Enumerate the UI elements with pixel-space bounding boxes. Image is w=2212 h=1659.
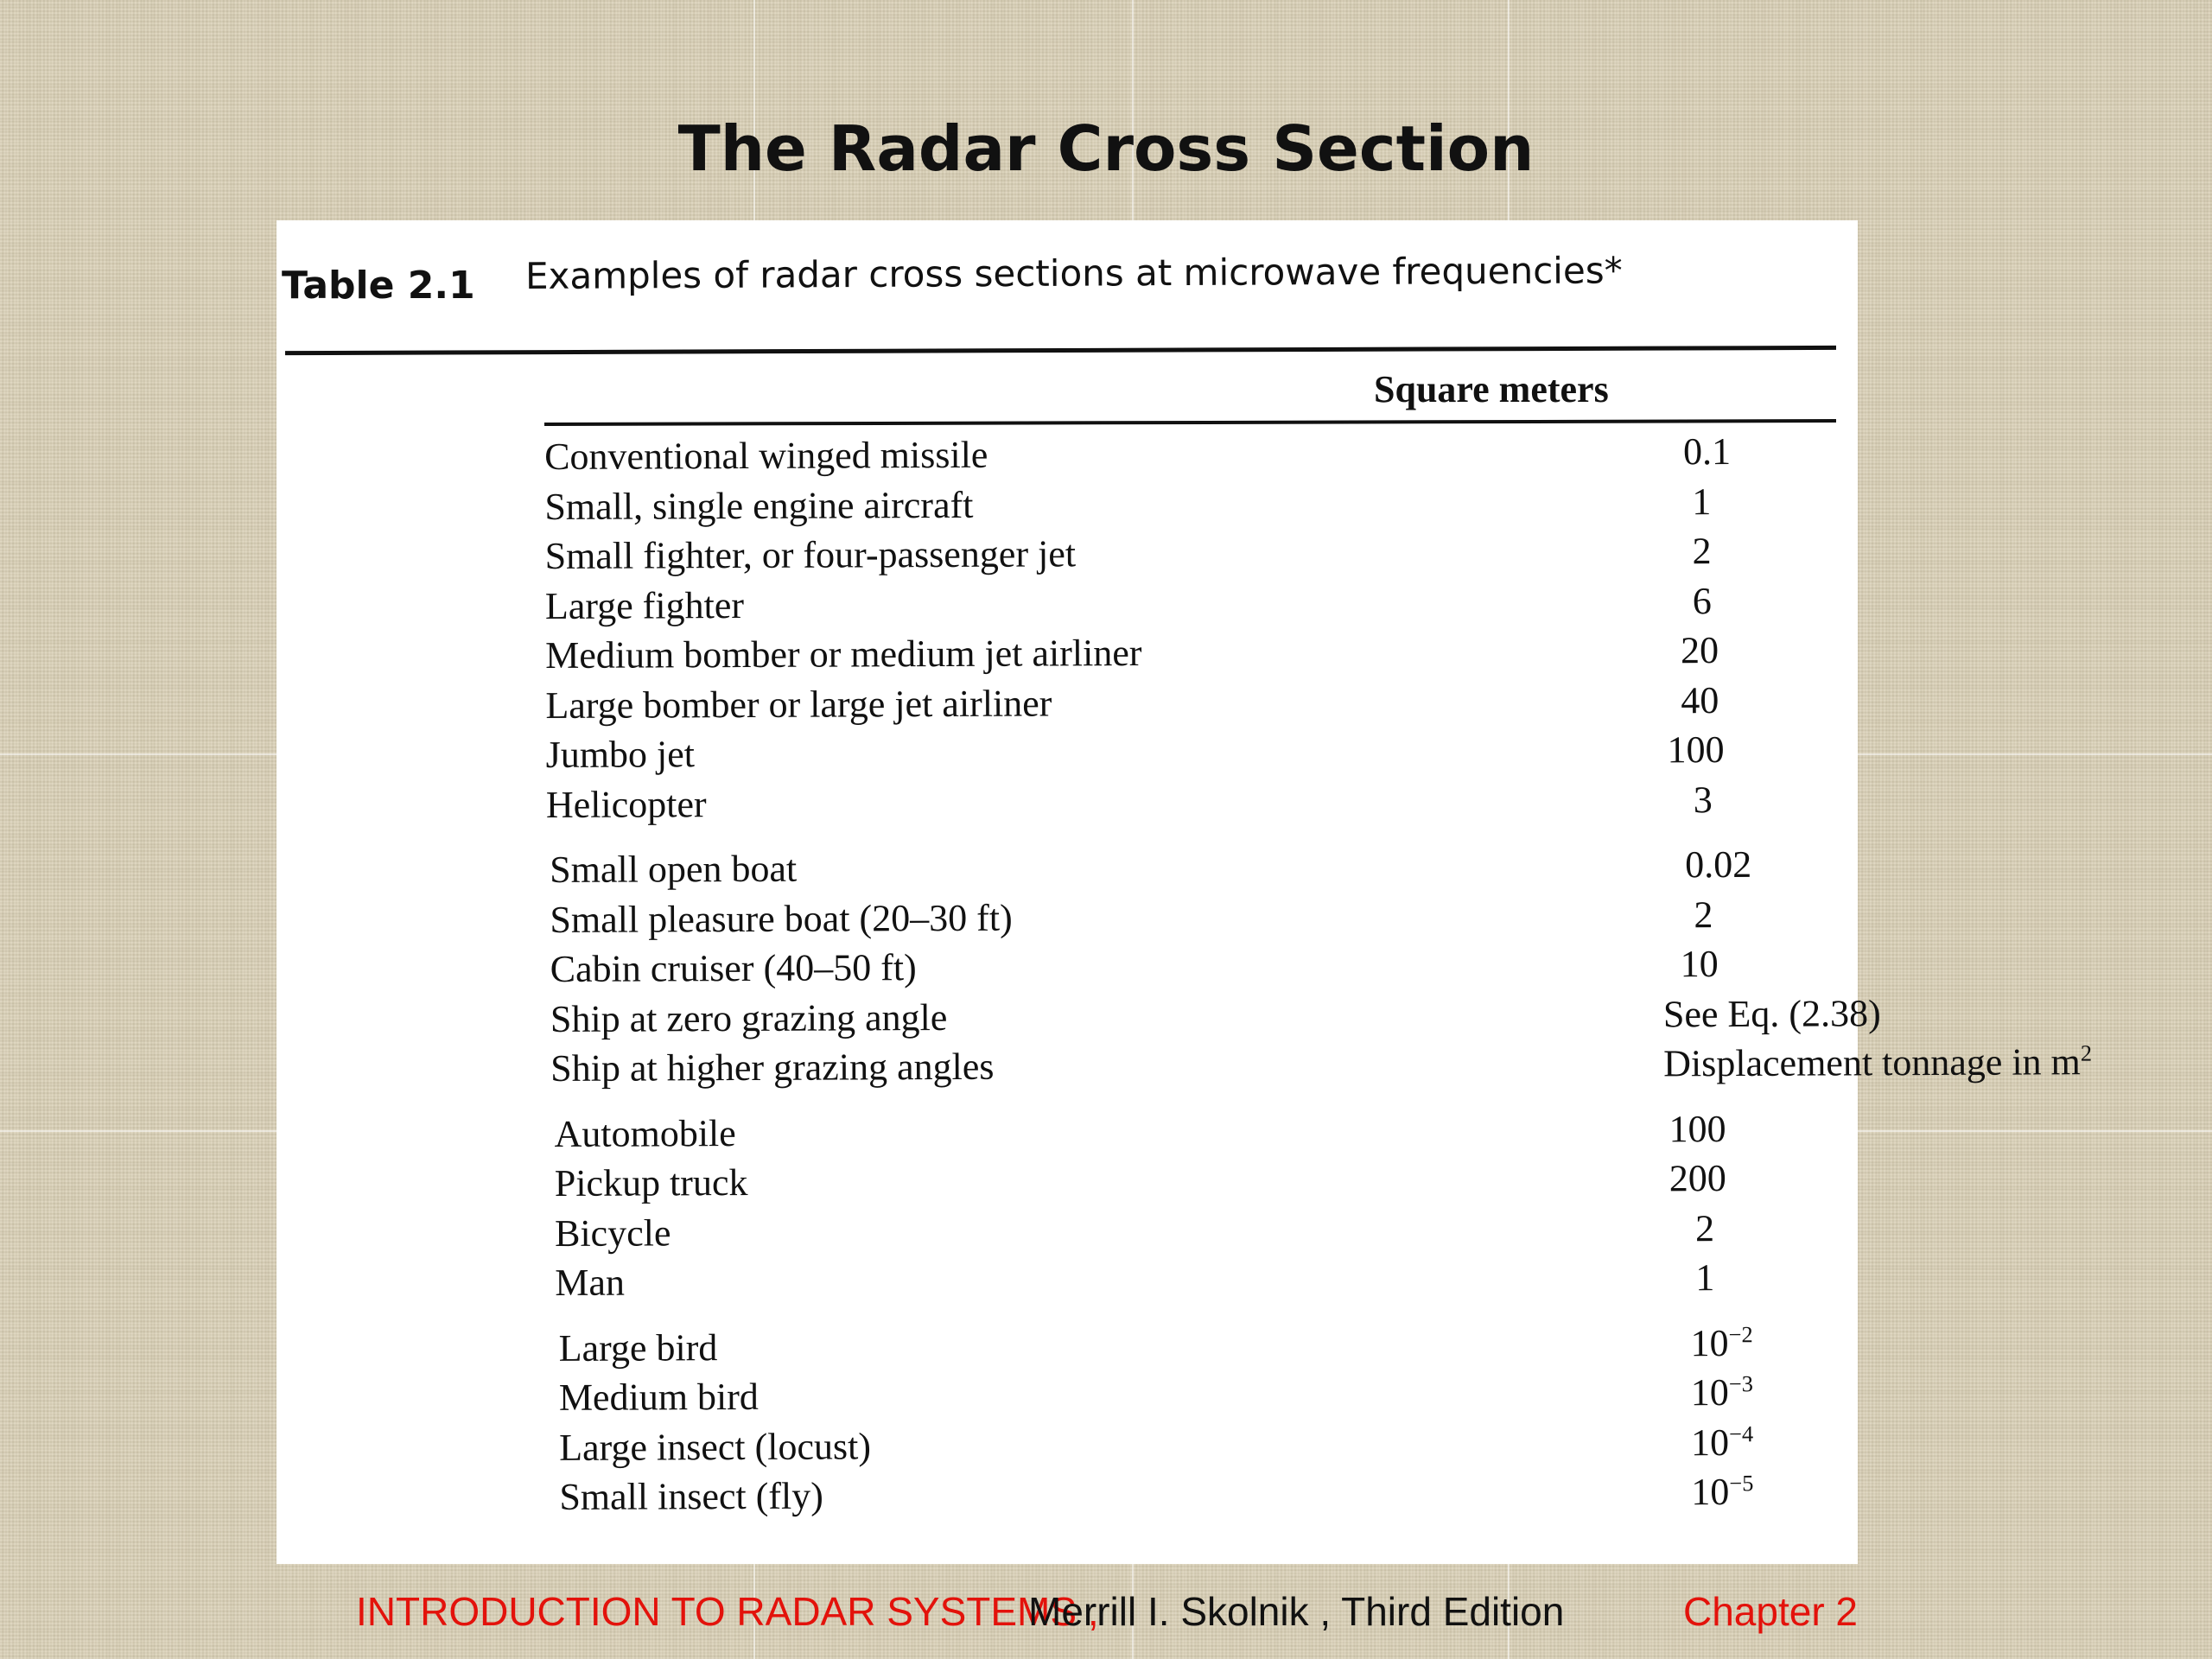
row-value bbox=[1695, 1249, 2212, 1302]
row-description: Bicycle bbox=[554, 1211, 671, 1255]
row-description: Small open boat bbox=[550, 847, 798, 891]
row-value bbox=[1663, 1035, 2212, 1089]
table-row bbox=[544, 426, 1858, 481]
row-description: Small insect (fly) bbox=[559, 1474, 823, 1518]
table-row bbox=[548, 1153, 1861, 1208]
row-description: Conventional winged missile bbox=[544, 433, 988, 478]
value-text: See Eq. (2.38) bbox=[1662, 991, 1881, 1035]
row-value bbox=[1669, 1150, 2212, 1204]
table-row bbox=[545, 675, 1859, 730]
row-value bbox=[1694, 771, 2212, 824]
row-description: Large fighter bbox=[544, 583, 745, 627]
footer-book-title: INTRODUCTION TO RADAR SYSTEMS , bbox=[356, 1589, 1099, 1634]
row-value bbox=[1683, 423, 2212, 477]
value-text: 100 bbox=[1667, 728, 1725, 772]
row-value bbox=[1681, 671, 2212, 725]
row-value bbox=[1692, 473, 2212, 526]
table-row bbox=[549, 1417, 1862, 1472]
value-text: 10 bbox=[1690, 1371, 1729, 1414]
row-description: Medium bird bbox=[558, 1375, 759, 1419]
row-description: Automobile bbox=[554, 1111, 736, 1155]
row-description: Pickup truck bbox=[554, 1160, 748, 1205]
row-description: Small pleasure boat (20–30 ft) bbox=[550, 896, 1013, 941]
row-value bbox=[1694, 886, 2212, 939]
header-rule bbox=[544, 419, 1836, 426]
value-text: 10 bbox=[1691, 1421, 1730, 1464]
table-row bbox=[545, 575, 1859, 631]
table-body bbox=[544, 426, 2093, 1522]
footer bbox=[0, 1588, 2212, 1640]
value-exponent: −4 bbox=[1729, 1420, 1754, 1446]
row-description: Large insect (locust) bbox=[559, 1424, 872, 1469]
value-text: 40 bbox=[1681, 678, 1719, 721]
value-text: 2 bbox=[1694, 1206, 1715, 1249]
footer-author: Merrill I. Skolnik , Third Edition bbox=[1028, 1589, 1565, 1634]
table-row bbox=[546, 889, 1859, 944]
slide-title: The Radar Cross Section bbox=[677, 112, 1535, 185]
value-text: 10 bbox=[1680, 943, 1719, 986]
row-value bbox=[1691, 1364, 2212, 1418]
table-row bbox=[545, 525, 1859, 581]
value-text: 2 bbox=[1694, 893, 1713, 936]
row-value bbox=[1681, 622, 2212, 676]
row-value bbox=[1663, 985, 2212, 1039]
table-image bbox=[276, 220, 2093, 1564]
value-text: 1 bbox=[1695, 1256, 1715, 1300]
value-text: 6 bbox=[1692, 579, 1712, 622]
row-value bbox=[1669, 1100, 2212, 1154]
row-value bbox=[1685, 836, 2212, 890]
table-row bbox=[545, 625, 1859, 680]
value-text: 100 bbox=[1669, 1107, 1726, 1150]
row-description: Large bomber or large jet airliner bbox=[545, 681, 1052, 727]
row-value bbox=[1691, 1414, 2212, 1467]
table-caption: Examples of radar cross sections at microwave frequencies* bbox=[524, 249, 1623, 297]
table-row bbox=[544, 476, 1858, 531]
column-header: Square meters bbox=[1374, 368, 1609, 410]
row-value bbox=[1692, 522, 2212, 575]
value-exponent: 2 bbox=[2080, 1039, 2093, 1066]
table-row bbox=[549, 1466, 1862, 1522]
value-text: 0.02 bbox=[1685, 842, 1752, 887]
row-description: Small fighter, or four-passenger jet bbox=[544, 532, 1077, 577]
value-text: 20 bbox=[1681, 629, 1719, 672]
table-row bbox=[547, 938, 1860, 994]
value-text: 0.1 bbox=[1683, 430, 1732, 474]
row-description: Large bird bbox=[558, 1325, 718, 1370]
row-value bbox=[1695, 1199, 2212, 1253]
table-row bbox=[549, 1318, 1862, 1373]
row-value bbox=[1693, 572, 2212, 626]
table-label: Table 2.1 bbox=[282, 264, 475, 308]
table-top-rule bbox=[285, 346, 1836, 355]
row-description: Cabin cruiser (40–50 ft) bbox=[550, 946, 917, 990]
table-row bbox=[547, 1038, 2093, 1093]
row-description: Man bbox=[555, 1261, 626, 1304]
table-row bbox=[546, 724, 1859, 779]
value-exponent: −5 bbox=[1729, 1470, 1754, 1497]
table-row bbox=[548, 1203, 1861, 1258]
row-value bbox=[1667, 721, 2212, 775]
table-row bbox=[548, 1252, 1861, 1307]
row-description: Medium bomber or medium jet airliner bbox=[545, 631, 1142, 677]
row-value bbox=[1681, 936, 2212, 989]
table-row bbox=[547, 988, 1881, 1044]
value-text: 10 bbox=[1691, 1471, 1730, 1514]
footer-chapter: Chapter 2 bbox=[1683, 1589, 1859, 1634]
value-exponent: −2 bbox=[1728, 1320, 1753, 1347]
row-description: Ship at zero grazing angle bbox=[550, 995, 948, 1040]
value-text: Displacement tonnage in m bbox=[1663, 1040, 2081, 1085]
value-text: 1 bbox=[1692, 480, 1712, 523]
table-row bbox=[546, 839, 1859, 894]
value-text: 3 bbox=[1693, 778, 1713, 821]
row-value bbox=[1690, 1314, 2212, 1368]
table-row bbox=[546, 774, 1859, 830]
value-text: 200 bbox=[1669, 1157, 1726, 1200]
value-exponent: −3 bbox=[1728, 1370, 1753, 1397]
row-description: Ship at higher grazing angles bbox=[550, 1045, 995, 1090]
row-description: Small, single engine aircraft bbox=[544, 483, 974, 528]
row-description: Helicopter bbox=[545, 782, 707, 826]
table-row bbox=[547, 1103, 1860, 1159]
table-row bbox=[549, 1367, 1862, 1422]
row-description: Jumbo jet bbox=[545, 733, 696, 776]
row-value bbox=[1691, 1464, 2212, 1517]
value-text: 10 bbox=[1690, 1321, 1729, 1364]
value-text: 2 bbox=[1692, 530, 1712, 573]
